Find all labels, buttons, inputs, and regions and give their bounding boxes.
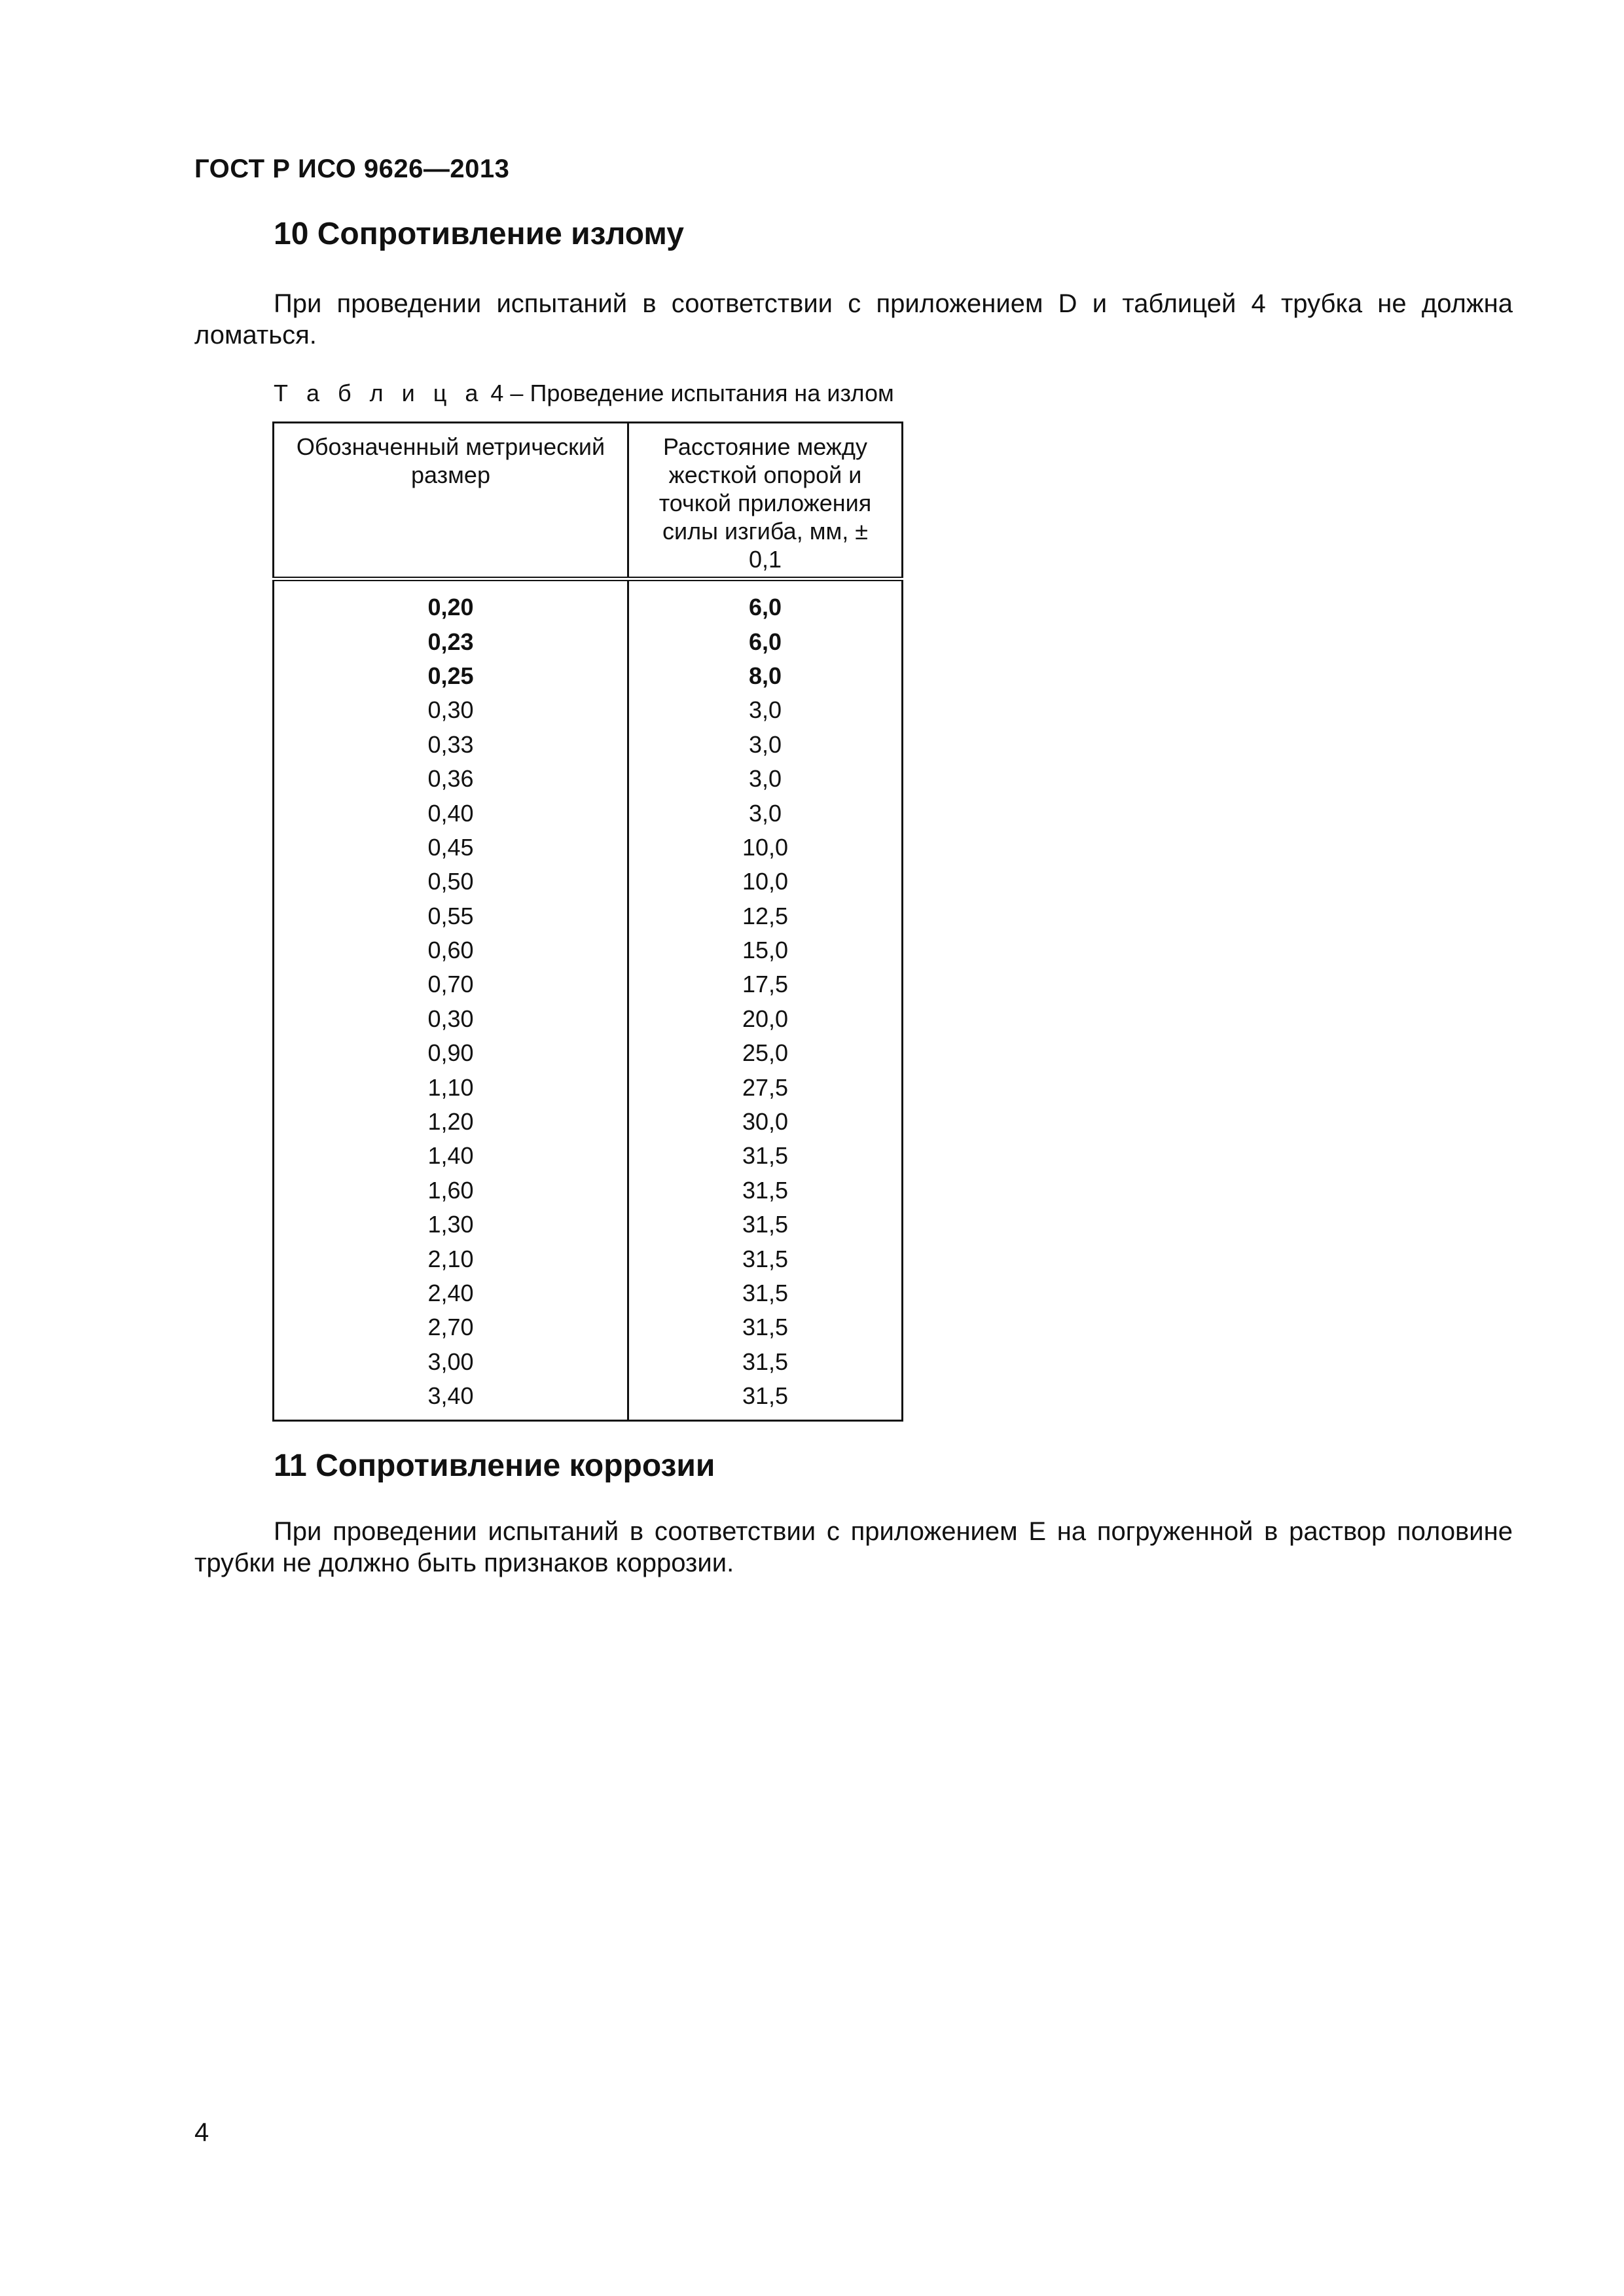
table-4-caption — [274, 380, 894, 407]
table-row — [274, 1345, 903, 1379]
metric-size-cell: 1,10 — [274, 1070, 628, 1104]
header-metric-size: Обозначенный метрический размер — [274, 423, 628, 579]
metric-size-cell: 0,25 — [274, 659, 628, 693]
page-number: 4 — [194, 2118, 209, 2147]
table-row — [274, 1002, 903, 1036]
table-row — [274, 831, 903, 865]
metric-size-cell: 3,40 — [274, 1379, 628, 1421]
metric-size-cell: 2,40 — [274, 1276, 628, 1310]
metric-size-cell: 1,60 — [274, 1174, 628, 1208]
distance-cell: 10,0 — [628, 865, 903, 899]
distance-cell: 31,5 — [628, 1276, 903, 1310]
section-10-paragraph: При проведении испытаний в соответствии с приложением D и таблицей 4 трубка не должна ломаться. — [194, 289, 1513, 350]
table-caption-label: Т а б л и ц а — [274, 380, 484, 406]
metric-size-cell: 0,55 — [274, 899, 628, 933]
document-header: ГОСТ Р ИСО 9626—2013 — [194, 154, 510, 183]
metric-size-cell: 0,30 — [274, 693, 628, 727]
table-row — [274, 796, 903, 830]
table-row — [274, 1379, 903, 1421]
table-row — [274, 1105, 903, 1139]
table-row — [274, 1208, 903, 1242]
distance-cell: 6,0 — [628, 624, 903, 658]
section-11-heading: 11 Сопротивление коррозии — [274, 1448, 715, 1483]
metric-size-cell: 0,36 — [274, 762, 628, 796]
section-10-heading: 10 Сопротивление излому — [274, 217, 684, 251]
distance-cell: 3,0 — [628, 693, 903, 727]
distance-cell: 17,5 — [628, 967, 903, 1001]
distance-cell: 31,5 — [628, 1174, 903, 1208]
distance-cell: 31,5 — [628, 1345, 903, 1379]
table-row — [274, 967, 903, 1001]
table-row — [274, 1310, 903, 1344]
distance-cell: 3,0 — [628, 728, 903, 762]
header-distance-text: Расстояние между жесткой опорой и точкой приложения силы изгиба, мм, ± 0,1 — [659, 433, 872, 573]
table-row — [274, 865, 903, 899]
metric-size-cell: 2,70 — [274, 1310, 628, 1344]
distance-cell: 31,5 — [628, 1379, 903, 1421]
metric-size-cell: 0,70 — [274, 967, 628, 1001]
distance-cell: 3,0 — [628, 762, 903, 796]
table-row — [274, 579, 903, 625]
table-row — [274, 1139, 903, 1173]
distance-cell: 10,0 — [628, 831, 903, 865]
table-row — [274, 728, 903, 762]
section-11-paragraph: При проведении испытаний в соответствии с приложением E на погруженной в раствор половине трубки не должно быть признаков коррозии. — [194, 1517, 1513, 1577]
distance-cell: 20,0 — [628, 1002, 903, 1036]
table-row — [274, 762, 903, 796]
metric-size-cell: 0,50 — [274, 865, 628, 899]
header-distance — [628, 423, 903, 579]
distance-cell: 8,0 — [628, 659, 903, 693]
metric-size-cell: 1,40 — [274, 1139, 628, 1173]
distance-cell: 15,0 — [628, 933, 903, 967]
table-row — [274, 1036, 903, 1070]
table-header-row — [274, 423, 903, 579]
table-row — [274, 899, 903, 933]
table-row — [274, 1174, 903, 1208]
table-row — [274, 693, 903, 727]
metric-size-cell: 0,60 — [274, 933, 628, 967]
metric-size-cell: 0,23 — [274, 624, 628, 658]
table-4 — [272, 422, 903, 1422]
metric-size-cell: 1,30 — [274, 1208, 628, 1242]
distance-cell: 31,5 — [628, 1139, 903, 1173]
distance-cell: 12,5 — [628, 899, 903, 933]
distance-cell: 31,5 — [628, 1242, 903, 1276]
table-row — [274, 659, 903, 693]
table-body — [274, 579, 903, 1421]
metric-size-cell: 1,20 — [274, 1105, 628, 1139]
metric-size-cell: 0,20 — [274, 579, 628, 625]
distance-cell: 25,0 — [628, 1036, 903, 1070]
metric-size-cell: 2,10 — [274, 1242, 628, 1276]
distance-cell: 27,5 — [628, 1070, 903, 1104]
metric-size-cell: 0,30 — [274, 1002, 628, 1036]
distance-cell: 31,5 — [628, 1208, 903, 1242]
table-row — [274, 1276, 903, 1310]
metric-size-cell: 0,40 — [274, 796, 628, 830]
distance-cell: 30,0 — [628, 1105, 903, 1139]
metric-size-cell: 0,90 — [274, 1036, 628, 1070]
table-row — [274, 1242, 903, 1276]
distance-cell: 6,0 — [628, 579, 903, 625]
metric-size-cell: 0,45 — [274, 831, 628, 865]
metric-size-cell: 3,00 — [274, 1345, 628, 1379]
table-row — [274, 1070, 903, 1104]
distance-cell: 3,0 — [628, 796, 903, 830]
metric-size-cell: 0,33 — [274, 728, 628, 762]
table-row — [274, 933, 903, 967]
table-caption-text: 4 – Проведение испытания на излом — [484, 380, 894, 406]
table-row — [274, 624, 903, 658]
distance-cell: 31,5 — [628, 1310, 903, 1344]
